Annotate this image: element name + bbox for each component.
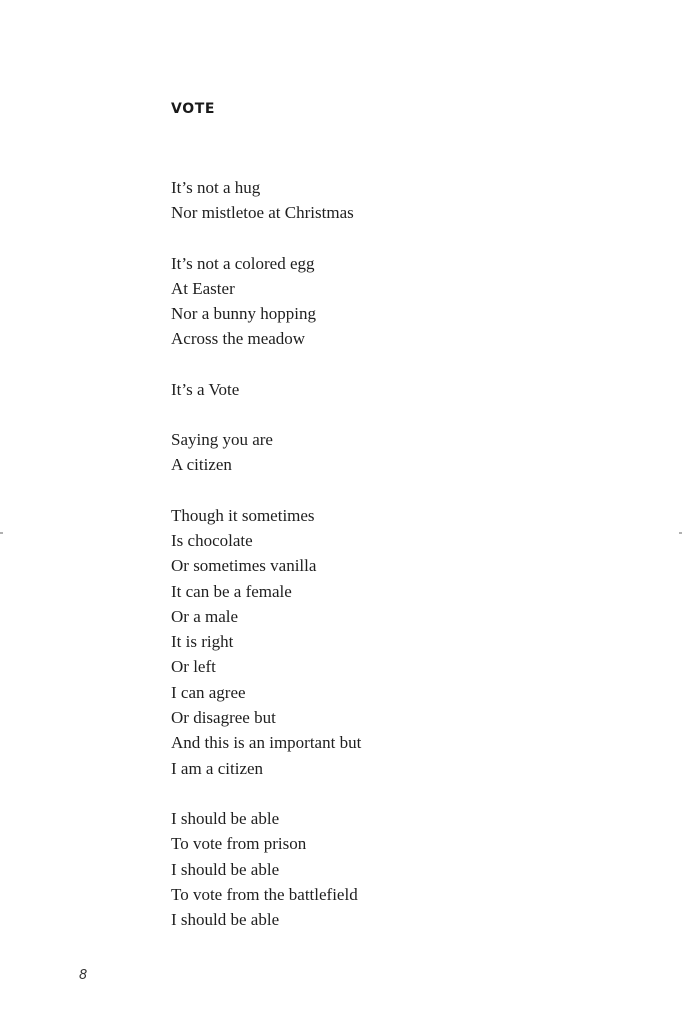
poem-line: Saying you are xyxy=(171,430,273,450)
poem-line: Nor a bunny hopping xyxy=(171,304,316,324)
poem-line: It’s not a colored egg xyxy=(171,253,315,273)
poem-line: Is chocolate xyxy=(171,530,253,550)
stanza-5 xyxy=(171,503,361,781)
stanza-1 xyxy=(171,175,361,226)
poem-line: I should be able xyxy=(171,910,280,930)
poem-line: Or a male xyxy=(171,606,239,626)
poem-line: I should be able xyxy=(171,859,280,879)
poem-line: Nor mistletoe at Christmas xyxy=(171,203,354,223)
stanza-2 xyxy=(171,251,361,352)
page-number: 8 xyxy=(79,968,88,983)
poem-line: It can be a female xyxy=(171,581,292,601)
poem-line: It is right xyxy=(171,632,234,652)
left-edge-mark xyxy=(0,532,3,534)
poem-title: VOTE xyxy=(171,101,216,117)
poem-line: A citizen xyxy=(171,455,232,475)
stanza-4 xyxy=(171,427,361,478)
poem-line: It’s not a hug xyxy=(171,178,261,197)
poem-line: I am a citizen xyxy=(171,758,264,778)
poem-line: Or disagree but xyxy=(171,708,276,728)
poem-line: Though it sometimes xyxy=(171,505,315,525)
poem-line: Or sometimes vanilla xyxy=(171,556,317,576)
poem-body xyxy=(171,175,361,957)
poem-line: To vote from the battlefield xyxy=(171,884,358,904)
poem-line: It’s a Vote xyxy=(171,379,240,399)
stanza-3 xyxy=(171,377,361,402)
poem-line: To vote from prison xyxy=(171,834,307,854)
poem-line: I can agree xyxy=(171,682,246,702)
poem-line: Across the meadow xyxy=(171,329,306,349)
poem-line: At Easter xyxy=(171,278,235,298)
poem-line: Or left xyxy=(171,657,216,677)
poem-line: And this is an important but xyxy=(171,733,362,753)
stanza-6 xyxy=(171,806,361,932)
poem-line: I should be able xyxy=(171,808,280,828)
